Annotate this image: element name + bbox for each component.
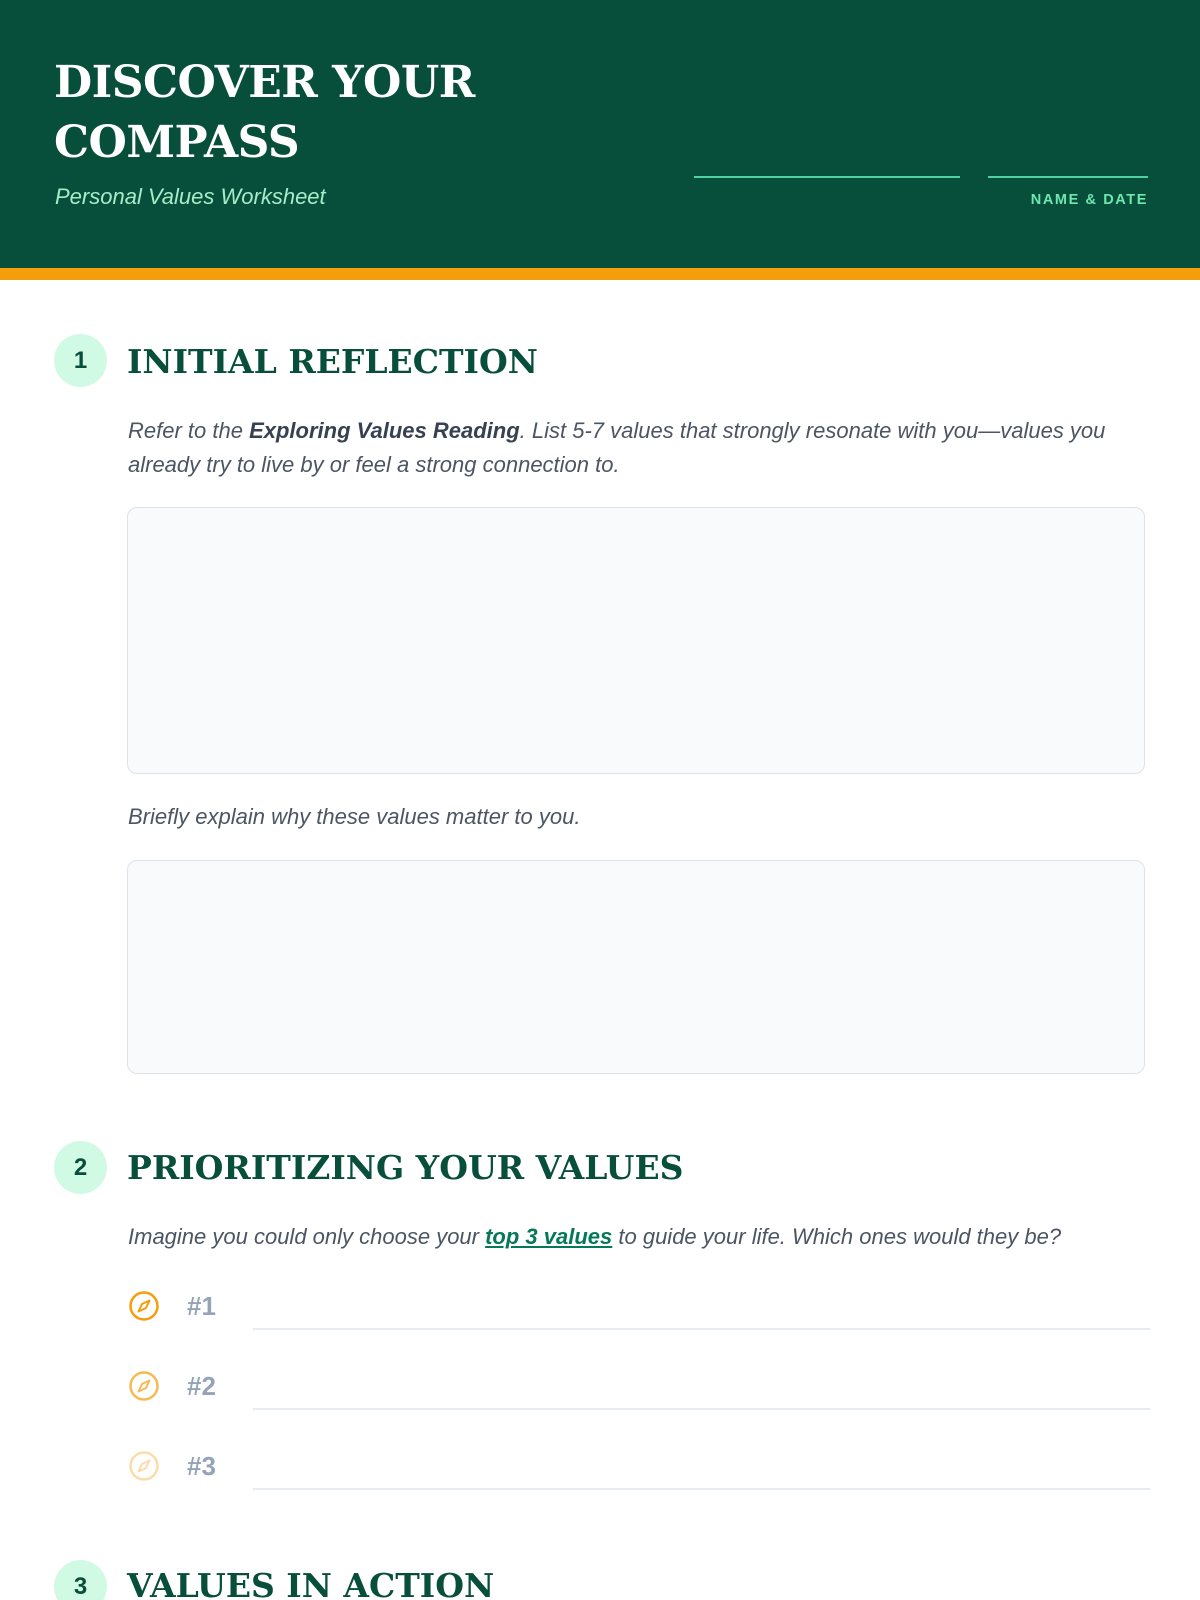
section-1-followup: Briefly explain why these values matter to you. xyxy=(128,804,581,829)
section-1-title: INITIAL REFLECTION xyxy=(127,342,538,381)
instruction-text: . List 5-7 values that strongly resonate with you—values you already try to live by or feel a strong connection to. xyxy=(128,418,1106,477)
instruction-text: Imagine you could only choose your xyxy=(128,1224,486,1249)
worksheet-subtitle: Personal Values Worksheet xyxy=(55,184,326,209)
worksheet-header xyxy=(0,0,1200,268)
rank-label: #2 xyxy=(187,1371,216,1401)
rank-1-input-line[interactable] xyxy=(253,1328,1150,1330)
rank-row-2 xyxy=(128,1366,1150,1416)
section-1-number-badge: 1 xyxy=(54,334,107,387)
worksheet-title: DISCOVER YOUR COMPASS xyxy=(54,57,475,168)
section-2-number-badge: 2 xyxy=(54,1141,107,1194)
rank-2-input-line[interactable] xyxy=(253,1408,1150,1410)
compass-icon xyxy=(128,1450,160,1482)
section-2-instruction xyxy=(128,1220,1150,1254)
instruction-text: Refer to the xyxy=(128,418,250,443)
instruction-text: to guide your life. Which ones would they be? xyxy=(612,1224,1062,1249)
rank-label: #1 xyxy=(187,1291,216,1321)
rank-3-input-line[interactable] xyxy=(253,1488,1150,1490)
section-3-title: VALUES IN ACTION xyxy=(127,1566,495,1600)
section-1-instruction xyxy=(128,414,1150,482)
date-field[interactable] xyxy=(988,176,1148,178)
reading-reference: Exploring Values Reading xyxy=(249,418,520,443)
top-3-values-emphasis: top 3 values xyxy=(485,1224,613,1249)
rank-row-1 xyxy=(128,1286,1150,1336)
compass-icon xyxy=(128,1370,160,1402)
compass-icon xyxy=(128,1290,160,1322)
accent-divider xyxy=(0,268,1200,280)
name-date-label: NAME & DATE xyxy=(1030,192,1148,208)
rank-label: #3 xyxy=(187,1451,216,1481)
section-2-title: PRIORITIZING YOUR VALUES xyxy=(127,1148,684,1187)
name-field[interactable] xyxy=(694,176,960,178)
rank-row-3 xyxy=(128,1446,1150,1496)
values-explanation-textbox[interactable] xyxy=(127,860,1145,1074)
values-list-textbox[interactable] xyxy=(127,507,1145,774)
section-3-number-badge: 3 xyxy=(54,1560,107,1600)
